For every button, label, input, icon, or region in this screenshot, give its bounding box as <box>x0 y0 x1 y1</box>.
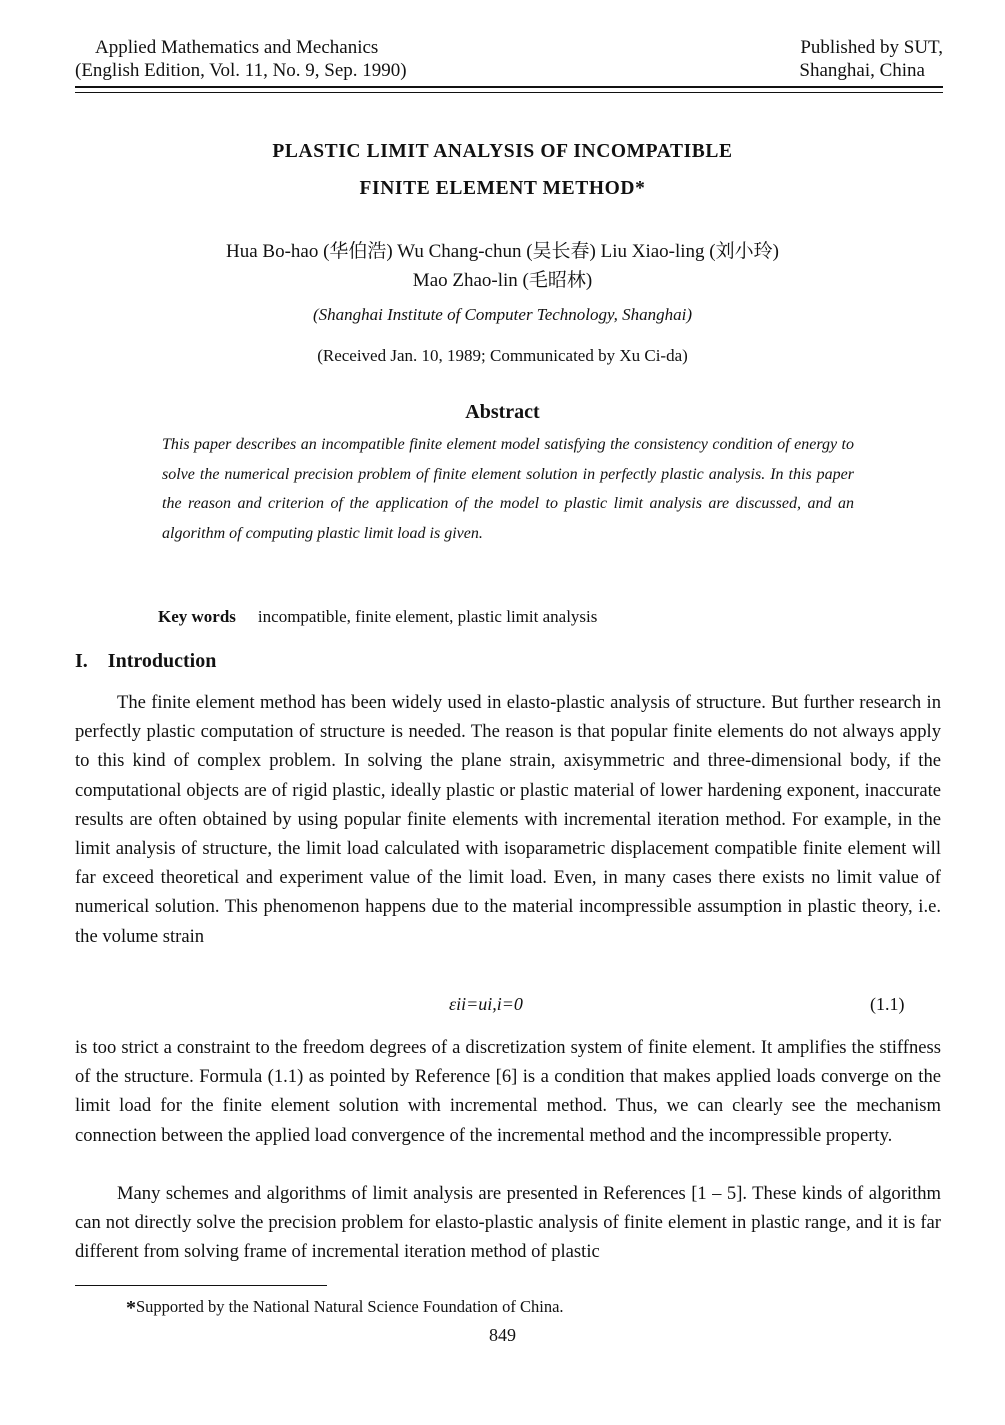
publisher-name: Published by SUT, <box>800 37 943 58</box>
abstract-heading: Abstract <box>465 401 540 423</box>
affiliation: (Shanghai Institute of Computer Technology, Shanghai) <box>312 305 693 324</box>
body-paragraph-2: is too strict a constraint to the freedom degrees of a discretization system of finite element. It amplifies the stiffness of the structure. Formula (1.1) as pointed by Reference [6] is a condition that makes applied loads converge on the limit load for the finite element solution with incremental method. Thus, we can clearly see the mechanism connection between the applied load convergence of the incremental method and the incompressible property. <box>75 1037 941 1146</box>
footnote-rule <box>75 1285 327 1286</box>
journal-issue: (English Edition, Vol. 11, No. 9, Sep. 1990) <box>75 60 407 81</box>
journal-header <box>75 36 595 82</box>
equation-number: (1.1) <box>870 994 905 1014</box>
received-date: (Received Jan. 10, 1989; Communicated by Xu Ci-da) <box>317 346 688 365</box>
keywords-label: Key words <box>158 607 236 626</box>
header-rule-thick <box>75 86 943 88</box>
journal-name: Applied Mathematics and Mechanics <box>95 37 379 58</box>
header-rule-thin <box>75 92 943 93</box>
footnote-text: Supported by the National Natural Science Foundation of China. <box>136 1297 564 1316</box>
publisher-location: Shanghai, China <box>799 60 925 81</box>
body-paragraph-3: Many schemes and algorithms of limit analysis are presented in References [1 – 5]. These kinds of algorithm can not directly solve the precision problem for elasto-plastic analysis of finite element in plastic range, and it is far different from solving frame of incremental iteration method of plastic <box>75 1183 941 1263</box>
page-number: 849 <box>489 1325 516 1345</box>
keywords-value: incompatible, finite element, plastic limit analysis <box>257 607 598 626</box>
paper-title-line2: FINITE ELEMENT METHOD* <box>359 178 646 199</box>
authors-line1: Hua Bo-hao (华伯浩) Wu Chang-chun (吴长春) Liu Xiao-ling (刘小玲) <box>226 241 779 262</box>
abstract-text: This paper describes an incompatible finite element model satisfying the consistency condition of energy to solve the numerical precision problem of finite element solution in perfectly plastic analysis. In this paper the reason and criterion of the application of the model to plastic limit analysis are discussed, and an algorithm of computing plastic limit load is given. <box>162 436 854 542</box>
publisher-header <box>683 36 943 82</box>
paper-title-line1: PLASTIC LIMIT ANALYSIS OF INCOMPATIBLE <box>272 141 733 162</box>
footnote-mark: * <box>126 1297 136 1319</box>
authors-line2: Mao Zhao-lin (毛昭林) <box>412 270 593 291</box>
equation-expression: εii=ui,i=0 <box>449 994 523 1014</box>
keywords <box>158 607 597 627</box>
footnote <box>126 1297 564 1320</box>
section-number: I. <box>75 650 88 672</box>
section-heading <box>75 650 216 673</box>
section-title: Introduction <box>107 650 217 672</box>
body-paragraph-1: The finite element method has been widely used in elasto-plastic analysis of structure. But further research in perfectly plastic computation of structure is needed. The reason is that popular finite elements do not always apply to this kind of complex problem. In solving the plane strain, axisymmetric and three-dimensional body, if the computational objects are of rigid plastic, ideally plastic or plastic material of lower hardening exponent, inaccurate results are often obtained by using popular finite elements with incremental iteration method. For example, in the limit analysis of structure, the limit load calculated with isoparametric displacement compatible finite element will far exceed theoretical and experiment value of the limit load. Even, in many cases there exists no limit value of numerical solution. This phenomenon happens due to the material incompressible assumption in plastic theory, i.e. the volume strain <box>75 692 941 947</box>
